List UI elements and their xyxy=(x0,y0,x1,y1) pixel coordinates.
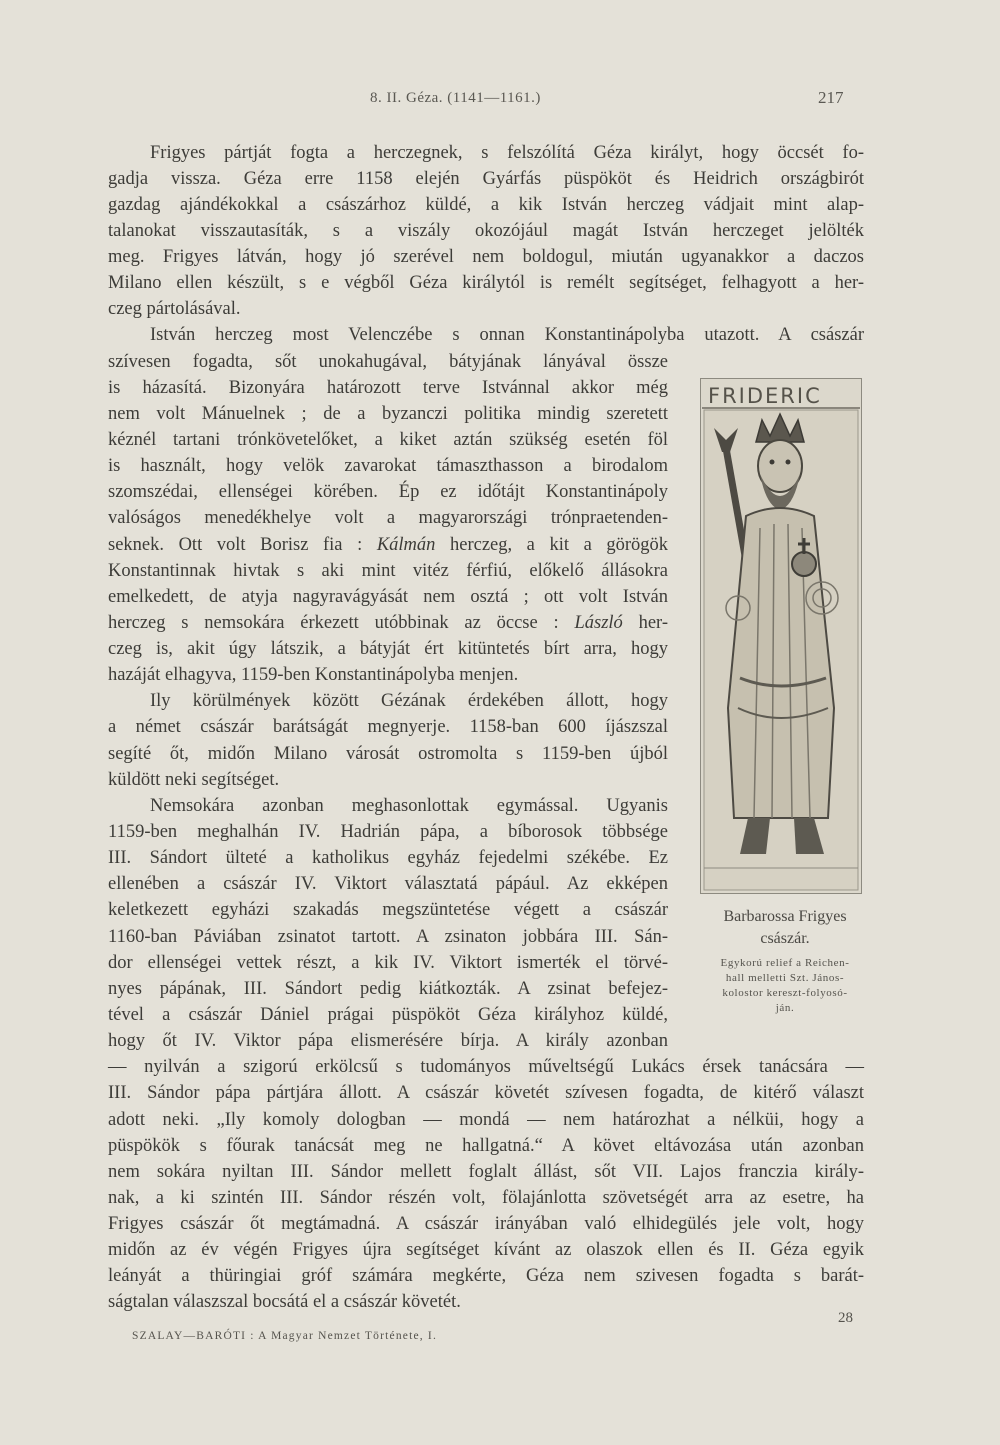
text-line: szomszédai, ellenségei körében. Ép ez időtájt Konstantinápoly xyxy=(108,482,668,502)
text-line: püspökök s főurak tanácsát meg ne hallgatná.“ A követ eltávozása után azonban xyxy=(108,1136,864,1156)
text-line: ellenében a császár IV. Viktort választatá pápául. Az ekképen xyxy=(108,874,668,894)
caption-note-line: hall melletti Szt. János- xyxy=(725,972,845,984)
text-line: 1160-ban Páviában zsinatot tartott. A zsinaton jobbára III. Sán- xyxy=(108,927,668,947)
text-line: nem sokára nyiltan III. Sándor mellett foglalt állást, sőt VII. Lajos franczia király- xyxy=(108,1162,864,1182)
text-line: a német császár barátságát megnyerje. 1158-ban 600 íjászszal xyxy=(108,717,668,737)
footer-attribution: SZALAY—BARÓTI : A Magyar Nemzet Története, I. xyxy=(132,1330,438,1342)
text-line: Milano ellen készült, s e végből Géza királytól is remélt segítséget, felhagyott a her- xyxy=(108,273,864,293)
text-line: István herczeg most Velenczébe s onnan Konstantinápolyba utazott. A császár xyxy=(150,325,864,345)
text-line: Nemsokára azonban meghasonlottak egymással. Ugyanis xyxy=(150,796,668,816)
text-line: czeg is, akit úgy látszik, a bátyját ért kitüntetés bírt arra, hogy xyxy=(108,639,668,659)
text-line: szívesen fogadta, sőt unokahugával, bátyjának lányával össze xyxy=(108,352,668,372)
relief-inscription: FRIDERIC xyxy=(708,384,822,408)
text-line: gadja vissza. Géza erre 1158 elején Gyárfás püspököt és Heidrich országbirót xyxy=(108,169,864,189)
text-line: tével a császár Dániel prágai püspököt Géza királyhoz küldé, xyxy=(108,1005,668,1025)
text-line: hogy őt IV. Viktor pápa elismerésére bírja. A király azonban xyxy=(108,1031,668,1051)
text-segment: seknek. Ott volt Borisz fia : xyxy=(108,535,363,555)
caption-note-line: Egykorú relief a Reichen- xyxy=(720,957,850,969)
text-line: küldött neki segítséget. xyxy=(108,770,280,790)
text-segment: her- xyxy=(638,613,669,633)
page-number: 217 xyxy=(818,88,844,107)
text-line xyxy=(108,614,668,633)
text-line: midőn az év végén Frigyes újra segítséget kívánt az olaszok ellen és II. Géza egyik xyxy=(108,1240,864,1260)
figure-caption-note xyxy=(690,956,880,1016)
text-line: III. Sándor pápa pártjára állott. A császár követét szívesen fogadta, de kitérő választ xyxy=(108,1083,864,1103)
text-line: adott neki. „Ily komoly dologban — mondá — nem határozhat a nélküi, hogy a xyxy=(108,1110,864,1130)
text-line: ságtalan válaszszal bocsátá el a császár követét. xyxy=(108,1292,461,1312)
text-line: talanokat visszautasíták, s a viszály okozójául magát István herczeget jelölték xyxy=(108,221,864,241)
text-line: nak, a ki szintén III. Sándor részén volt, fölajánlotta szövetségét arra az esetre, ha xyxy=(108,1188,864,1208)
name-laszlo: László xyxy=(574,613,623,633)
text-line: Konstantinnak hivtak s aki mint vitéz férfiú, előkelő állásokra xyxy=(108,561,668,581)
caption-title-line: Barbarossa Frigyes xyxy=(723,908,847,925)
caption-note-line: kolostor kereszt-folyosó- xyxy=(722,987,848,999)
text-line: Ily körülmények között Gézának érdekében állott, hogy xyxy=(150,691,668,711)
text-line: gazdag ajándékokkal a császárhoz küldé, a kik István herczeg vádjait mint alap- xyxy=(108,195,864,215)
running-head: 8. II. Géza. (1141—1161.) xyxy=(370,90,541,106)
caption-note-line: ján. xyxy=(775,1002,795,1014)
text-line: is használt, hogy velök zavarokat támaszthasson a birodalom xyxy=(108,456,668,476)
text-line: segíté őt, midőn Milano városát ostromolta s 1159-ben újból xyxy=(108,744,668,764)
text-line xyxy=(108,536,668,555)
text-line: 1159-ben meghalhán IV. Hadrián pápa, a bíborosok többsége xyxy=(108,822,668,842)
text-line: leányát a thüringiai gróf számára megkérte, Géza nem szivesen fogadta s barát- xyxy=(108,1266,864,1286)
text-line: Frigyes pártját fogta a herczegnek, s felszólítá Géza királyt, hogy öccsét fo- xyxy=(150,143,864,163)
text-line: Frigyes császár őt megtámadná. A császár irányában való elhidegülés jele volt, hogy xyxy=(108,1214,864,1234)
text-line: is házasítá. Bizonyára határozott terve Istvánnal akkor még xyxy=(108,378,668,398)
text-line: keletkezett egyházi szakadás megszüntetése végett a császár xyxy=(108,900,668,920)
text-line: valóságos menedékhelye volt a magyarországi trónpraetenden- xyxy=(108,508,668,528)
text-line: dor ellenségei vettek részt, a kik IV. Viktort ismerték el törvé- xyxy=(108,953,668,973)
signature-number: 28 xyxy=(838,1310,853,1326)
text-line: kéznél tartani trónkövetelőket, a kiket aztán szükség esetén föl xyxy=(108,430,668,450)
relief-illustration xyxy=(700,378,862,894)
emperor-relief-image xyxy=(700,378,862,894)
text-line: czeg pártolásával. xyxy=(108,299,241,319)
figure-caption-title xyxy=(680,906,890,950)
caption-title-line: császár. xyxy=(760,930,810,947)
text-line: nem volt Mánuelnek ; de a byzanczi politika mindig szeretett xyxy=(108,404,668,424)
text-line: — nyilván a szigorú erkölcsű s tudományos műveltségű Lukács érsek tanácsára — xyxy=(108,1057,864,1077)
text-segment: herczeg s nemsokára érkezett utóbbinak az öccse : xyxy=(108,613,559,633)
name-kalman: Kálmán xyxy=(376,535,436,555)
text-line: nyes pápának, III. Sándort pedig kiátkozták. A zsinat befejez- xyxy=(108,979,668,999)
text-line: meg. Frigyes látván, hogy jó szerével nem boldogul, miután ugyanakkor a daczos xyxy=(108,247,864,267)
text-line: III. Sándort ülteté a katholikus egyház fejedelmi székébe. Ez xyxy=(108,848,668,868)
text-segment: herczeg, a kit a görögök xyxy=(449,535,669,555)
text-line: emelkedett, de atyja nagyravágyását nem osztá ; ott volt István xyxy=(108,587,668,607)
text-line: hazáját elhagyva, 1159-ben Konstantinápolyba menjen. xyxy=(108,665,519,685)
